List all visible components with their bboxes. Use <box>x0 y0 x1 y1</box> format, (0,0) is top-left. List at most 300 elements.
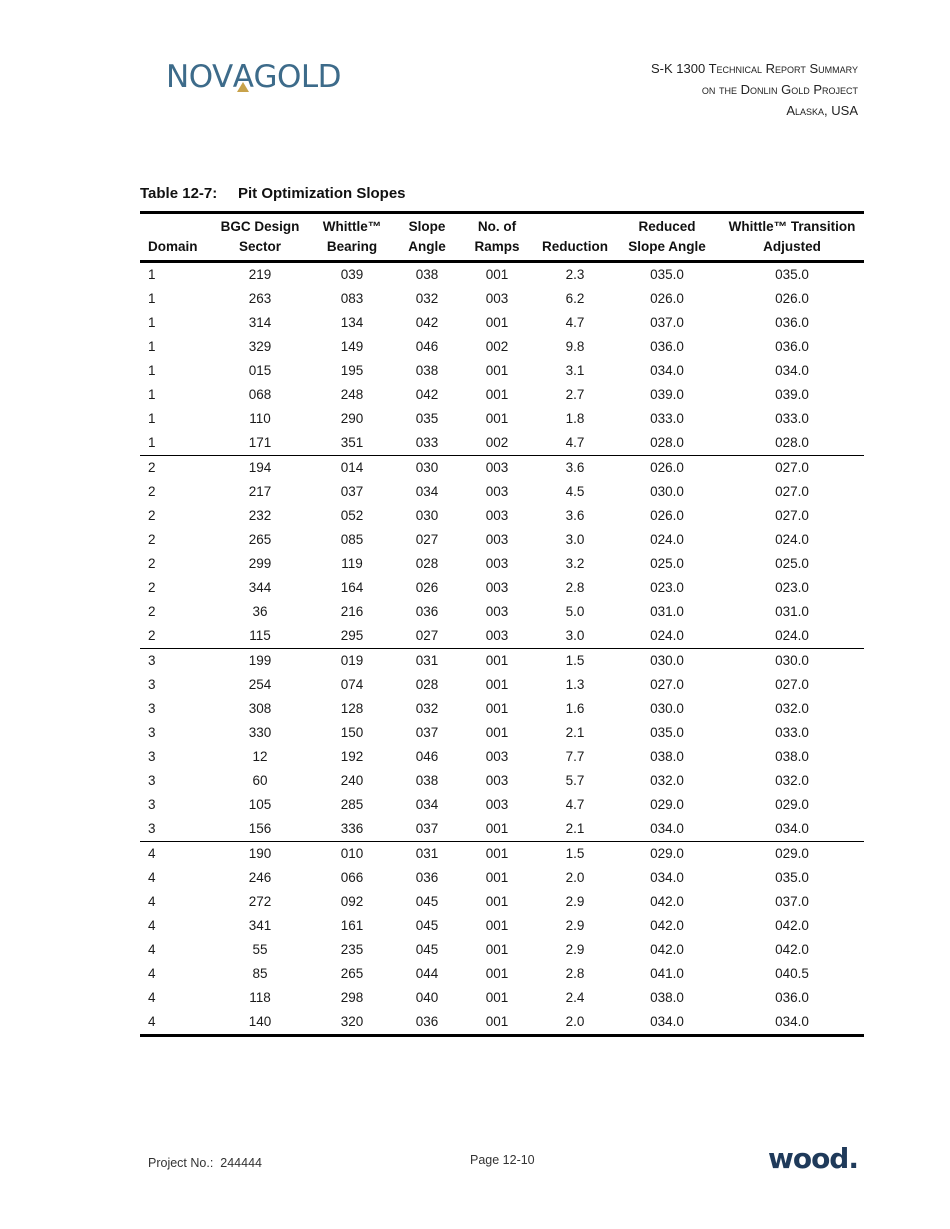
table-cell: 033 <box>415 435 439 450</box>
column-header <box>212 213 308 262</box>
table-row <box>140 456 864 481</box>
table-caption <box>140 185 406 202</box>
table-cell: 2 <box>148 508 156 523</box>
table-cell: 265 <box>248 532 272 547</box>
table-cell: 040 <box>415 990 439 1005</box>
table-cell: 1.5 <box>565 653 585 668</box>
table-cell: 2.1 <box>565 821 585 836</box>
table-cell: 6.2 <box>565 291 585 306</box>
table-cell: 041.0 <box>650 966 684 981</box>
table-row <box>140 528 864 552</box>
table-cell: 1 <box>148 435 156 450</box>
table-cell: 028 <box>415 556 439 571</box>
table-cell: 036.0 <box>775 339 809 354</box>
table-cell: 036 <box>415 1014 439 1029</box>
table-cell: 001 <box>485 942 509 957</box>
table-cell: 232 <box>248 508 272 523</box>
table-cell: 031 <box>415 846 439 861</box>
table-cell: 033.0 <box>775 411 809 426</box>
table-cell: 035.0 <box>775 267 809 282</box>
table-row <box>140 986 864 1010</box>
table-cell: 320 <box>340 1014 364 1029</box>
table-cell: 295 <box>340 628 364 643</box>
table-cell: 2 <box>148 484 156 499</box>
table-cell: 031.0 <box>650 604 684 619</box>
column-header-line2: Bearing <box>326 239 378 254</box>
table-row <box>140 866 864 890</box>
column-header-line1: Reduced <box>638 219 696 234</box>
table-cell: 2.8 <box>565 580 585 595</box>
novagold-logo <box>166 59 342 95</box>
table-cell: 217 <box>248 484 272 499</box>
table-row <box>140 552 864 576</box>
table-cell: 001 <box>485 267 509 282</box>
table-cell: 036 <box>415 870 439 885</box>
table-cell: 027 <box>415 532 439 547</box>
project-number-value: 244444 <box>220 1156 262 1170</box>
table-cell: 001 <box>485 990 509 1005</box>
table-cell: 2 <box>148 532 156 547</box>
table-cell: 092 <box>340 894 364 909</box>
table-cell: 027 <box>415 628 439 643</box>
table-row <box>140 262 864 288</box>
table-cell: 118 <box>249 990 271 1005</box>
table-caption-title: Pit Optimization Slopes <box>238 185 406 202</box>
table-cell: 7.7 <box>565 749 585 764</box>
table-cell: 1.6 <box>565 701 585 716</box>
table-cell: 031 <box>415 653 439 668</box>
table-row <box>140 721 864 745</box>
table-cell: 037 <box>415 725 439 740</box>
column-header <box>308 213 396 262</box>
table-cell: 001 <box>485 1014 509 1029</box>
table-cell: 9.8 <box>565 339 585 354</box>
column-header-line1 <box>538 217 612 237</box>
table-cell: 341 <box>248 918 272 933</box>
table-cell: 161 <box>340 918 364 933</box>
header-line-2: on the Donlin Gold Project <box>701 82 858 97</box>
table-cell: 003 <box>485 797 509 812</box>
table-cell: 037 <box>340 484 364 499</box>
table-cell: 042.0 <box>650 942 684 957</box>
table-cell: 030.0 <box>650 701 684 716</box>
table-cell: 003 <box>485 532 509 547</box>
table-cell: 026.0 <box>650 460 684 475</box>
column-header <box>396 213 458 262</box>
table-row <box>140 359 864 383</box>
table-cell: 246 <box>248 870 272 885</box>
table-cell: 1.5 <box>565 846 585 861</box>
column-header-line2: Slope Angle <box>628 239 706 254</box>
table-cell: 2.0 <box>565 870 585 885</box>
table-cell: 2 <box>148 604 156 619</box>
table-cell: 12 <box>252 749 268 764</box>
table-cell: 038.0 <box>775 749 809 764</box>
page-number: Page 12-10 <box>470 1153 535 1167</box>
table-row <box>140 431 864 456</box>
table-cell: 2.1 <box>565 725 585 740</box>
column-header <box>536 213 614 262</box>
table-cell: 314 <box>248 315 272 330</box>
table-row <box>140 697 864 721</box>
table-cell: 60 <box>252 773 268 788</box>
table-row <box>140 480 864 504</box>
table-cell: 034.0 <box>650 363 684 378</box>
table-cell: 2.0 <box>565 1014 585 1029</box>
table-cell: 042.0 <box>650 918 684 933</box>
column-header <box>720 213 864 262</box>
table-cell: 2.4 <box>565 990 585 1005</box>
table-cell: 4 <box>148 894 156 909</box>
table-cell: 034.0 <box>775 1014 809 1029</box>
table-cell: 272 <box>248 894 272 909</box>
table-cell: 031.0 <box>775 604 809 619</box>
table-cell: 042 <box>415 315 439 330</box>
table-cell: 3 <box>148 653 156 668</box>
table-row <box>140 962 864 986</box>
table-cell: 4 <box>148 870 156 885</box>
column-header-line1: Whittle™ <box>322 219 382 234</box>
table-cell: 038 <box>415 267 439 282</box>
table-row <box>140 938 864 962</box>
table-cell: 035 <box>415 411 439 426</box>
wood-logo: wood. <box>767 1142 858 1175</box>
table-cell: 119 <box>341 556 363 571</box>
column-header-line2: Sector <box>238 239 282 254</box>
table-cell: 045 <box>415 942 439 957</box>
table-row <box>140 383 864 407</box>
table-cell: 4.5 <box>565 484 585 499</box>
table-cell: 030.0 <box>650 653 684 668</box>
column-header-line1: BGC Design <box>220 219 300 234</box>
table-cell: 039.0 <box>775 387 809 402</box>
table-cell: 026.0 <box>650 291 684 306</box>
table-cell: 028.0 <box>650 435 684 450</box>
table-cell: 001 <box>485 894 509 909</box>
table-row <box>140 335 864 359</box>
table-cell: 1 <box>148 267 156 282</box>
column-header-line2: Adjusted <box>763 239 821 254</box>
table-cell: 4 <box>148 1014 156 1029</box>
table-cell: 149 <box>340 339 364 354</box>
table-cell: 027.0 <box>650 677 684 692</box>
table-cell: 1 <box>148 363 156 378</box>
table-cell: 074 <box>340 677 364 692</box>
table-cell: 032.0 <box>775 701 809 716</box>
table-cell: 336 <box>340 821 364 836</box>
table-row <box>140 842 864 867</box>
table-cell: 001 <box>485 725 509 740</box>
table-cell: 036.0 <box>775 315 809 330</box>
table-cell: 034.0 <box>650 821 684 836</box>
table-cell: 037 <box>415 821 439 836</box>
table-cell: 5.0 <box>565 604 585 619</box>
table-row <box>140 624 864 649</box>
table-cell: 032.0 <box>775 773 809 788</box>
table-cell: 034.0 <box>650 1014 684 1029</box>
table-row <box>140 673 864 697</box>
table-cell: 014 <box>340 460 364 475</box>
table-row <box>140 1010 864 1036</box>
table-cell: 105 <box>248 797 272 812</box>
column-header-line2: Domain <box>148 239 198 254</box>
table-cell: 034 <box>415 797 439 812</box>
table-cell: 2.8 <box>565 966 585 981</box>
table-cell: 028 <box>415 677 439 692</box>
table-cell: 263 <box>248 291 272 306</box>
table-cell: 2.9 <box>565 942 585 957</box>
table-cell: 219 <box>248 267 272 282</box>
table-cell: 003 <box>485 460 509 475</box>
table-cell: 003 <box>485 508 509 523</box>
table-cell: 024.0 <box>650 628 684 643</box>
table-cell: 2.9 <box>565 918 585 933</box>
table-cell: 035.0 <box>775 870 809 885</box>
table-cell: 026 <box>415 580 439 595</box>
table-cell: 010 <box>340 846 364 861</box>
table-row <box>140 311 864 335</box>
table-cell: 003 <box>485 291 509 306</box>
table-cell: 036 <box>415 604 439 619</box>
table-cell: 001 <box>485 363 509 378</box>
table-cell: 2.9 <box>565 894 585 909</box>
column-header-line1 <box>148 217 210 237</box>
table-cell: 037.0 <box>650 315 684 330</box>
table-cell: 254 <box>248 677 272 692</box>
table-cell: 156 <box>248 821 272 836</box>
table-row <box>140 817 864 842</box>
table-cell: 042.0 <box>650 894 684 909</box>
table-cell: 045 <box>415 894 439 909</box>
table-cell: 248 <box>340 387 364 402</box>
table-row <box>140 576 864 600</box>
logo-text-left: NOV <box>166 59 233 95</box>
table-cell: 039.0 <box>650 387 684 402</box>
table-cell: 36 <box>252 604 268 619</box>
logo-a-mark: A <box>232 59 254 95</box>
table-cell: 001 <box>485 966 509 981</box>
table-cell: 003 <box>485 580 509 595</box>
table-cell: 3 <box>148 725 156 740</box>
table-cell: 140 <box>248 1014 272 1029</box>
table-cell: 2.3 <box>565 267 585 282</box>
column-header-line1: Whittle™ Transition <box>728 219 856 234</box>
table-cell: 025.0 <box>775 556 809 571</box>
header-line-3: Alaska, USA <box>786 103 858 118</box>
table-cell: 4 <box>148 966 156 981</box>
table-cell: 134 <box>340 315 364 330</box>
column-header <box>614 213 720 262</box>
table-row <box>140 600 864 624</box>
table-cell: 042.0 <box>775 942 809 957</box>
table-cell: 285 <box>340 797 364 812</box>
table-cell: 040.5 <box>775 966 809 981</box>
table-cell: 1 <box>148 315 156 330</box>
logo-text-right: GOLD <box>253 59 342 95</box>
table-cell: 3 <box>148 677 156 692</box>
table-cell: 036.0 <box>775 990 809 1005</box>
table-cell: 4 <box>148 918 156 933</box>
table-cell: 029.0 <box>650 797 684 812</box>
table-cell: 023.0 <box>650 580 684 595</box>
table-cell: 033.0 <box>775 725 809 740</box>
table-row <box>140 890 864 914</box>
table-cell: 003 <box>485 749 509 764</box>
table-cell: 037.0 <box>775 894 809 909</box>
table-cell: 3 <box>148 701 156 716</box>
table-cell: 038 <box>415 773 439 788</box>
table-cell: 032 <box>415 291 439 306</box>
logo-triangle-icon <box>237 82 249 92</box>
table-cell: 1 <box>148 387 156 402</box>
table-cell: 030.0 <box>775 653 809 668</box>
table-cell: 003 <box>485 484 509 499</box>
table-cell: 115 <box>249 628 271 643</box>
table-cell: 024.0 <box>775 532 809 547</box>
table-cell: 032.0 <box>650 773 684 788</box>
table-cell: 028.0 <box>775 435 809 450</box>
table-cell: 027.0 <box>775 460 809 475</box>
table-cell: 3 <box>148 797 156 812</box>
table-cell: 027.0 <box>775 484 809 499</box>
table-row <box>140 407 864 431</box>
table-cell: 308 <box>248 701 272 716</box>
table-cell: 2 <box>148 628 156 643</box>
table-cell: 171 <box>248 435 272 450</box>
table-cell: 027.0 <box>775 677 809 692</box>
table-cell: 4 <box>148 846 156 861</box>
table-cell: 290 <box>340 411 364 426</box>
table-cell: 045 <box>415 918 439 933</box>
table-cell: 240 <box>340 773 364 788</box>
table-cell: 003 <box>485 773 509 788</box>
table-cell: 025.0 <box>650 556 684 571</box>
column-header-line2: Ramps <box>474 239 520 254</box>
table-cell: 3.6 <box>565 460 585 475</box>
table-cell: 351 <box>340 435 364 450</box>
table-cell: 265 <box>340 966 364 981</box>
column-header <box>140 213 212 262</box>
table-cell: 001 <box>485 653 509 668</box>
table-cell: 026.0 <box>650 508 684 523</box>
table-cell: 4.7 <box>565 435 585 450</box>
table-cell: 195 <box>340 363 364 378</box>
table-cell: 001 <box>485 918 509 933</box>
table-cell: 001 <box>485 846 509 861</box>
table-cell: 036.0 <box>650 339 684 354</box>
table-cell: 3 <box>148 821 156 836</box>
table-cell: 046 <box>415 749 439 764</box>
table-cell: 2 <box>148 556 156 571</box>
table-cell: 4 <box>148 942 156 957</box>
table-row <box>140 914 864 938</box>
table-cell: 085 <box>340 532 364 547</box>
table-cell: 128 <box>340 701 364 716</box>
table-cell: 1 <box>148 339 156 354</box>
table-cell: 046 <box>415 339 439 354</box>
table-cell: 2 <box>148 460 156 475</box>
table-cell: 066 <box>340 870 364 885</box>
table-cell: 85 <box>252 966 268 981</box>
table-cell: 3 <box>148 773 156 788</box>
table-row <box>140 504 864 528</box>
table-cell: 027.0 <box>775 508 809 523</box>
table-cell: 033.0 <box>650 411 684 426</box>
table-cell: 030.0 <box>650 484 684 499</box>
table-cell: 001 <box>485 821 509 836</box>
table-cell: 026.0 <box>775 291 809 306</box>
table-cell: 235 <box>340 942 364 957</box>
table-cell: 110 <box>249 411 271 426</box>
table-cell: 001 <box>485 701 509 716</box>
table-row <box>140 769 864 793</box>
table-cell: 2 <box>148 580 156 595</box>
table-cell: 029.0 <box>650 846 684 861</box>
table-cell: 216 <box>340 604 364 619</box>
table-row <box>140 793 864 817</box>
table-cell: 1.3 <box>565 677 585 692</box>
project-number <box>148 1156 262 1170</box>
table-cell: 003 <box>485 604 509 619</box>
table-cell: 029.0 <box>775 846 809 861</box>
table-cell: 039 <box>340 267 364 282</box>
table-cell: 194 <box>248 460 272 475</box>
table-cell: 068 <box>248 387 272 402</box>
table-cell: 030 <box>415 508 439 523</box>
table-cell: 002 <box>485 435 509 450</box>
table-cell: 329 <box>248 339 272 354</box>
table-cell: 023.0 <box>775 580 809 595</box>
table-cell: 164 <box>340 580 364 595</box>
table-cell: 030 <box>415 460 439 475</box>
table-header-row <box>140 213 864 262</box>
table-cell: 344 <box>248 580 272 595</box>
table-cell: 1 <box>148 411 156 426</box>
table-cell: 4.7 <box>565 315 585 330</box>
column-header-line1: Slope <box>408 219 446 234</box>
table-cell: 1 <box>148 291 156 306</box>
table-cell: 199 <box>248 653 272 668</box>
table-cell: 044 <box>415 966 439 981</box>
column-header-line1: No. of <box>477 219 517 234</box>
table-cell: 038 <box>415 363 439 378</box>
table-cell: 190 <box>248 846 272 861</box>
project-label: Project No.: <box>148 1156 214 1170</box>
table-cell: 038.0 <box>650 749 684 764</box>
table-cell: 3.0 <box>565 532 585 547</box>
table-cell: 150 <box>340 725 364 740</box>
table-cell: 083 <box>340 291 364 306</box>
table-cell: 330 <box>248 725 272 740</box>
table-caption-label: Table 12-7: <box>140 185 218 202</box>
table-cell: 001 <box>485 315 509 330</box>
table-cell: 3.1 <box>565 363 585 378</box>
table-cell: 001 <box>485 870 509 885</box>
table-row <box>140 745 864 769</box>
column-header-line2: Reduction <box>542 239 608 254</box>
table-cell: 038.0 <box>650 990 684 1005</box>
table-cell: 034.0 <box>650 870 684 885</box>
table-cell: 4 <box>148 990 156 1005</box>
table-cell: 029.0 <box>775 797 809 812</box>
table-cell: 3.6 <box>565 508 585 523</box>
table-cell: 015 <box>248 363 272 378</box>
table-cell: 003 <box>485 628 509 643</box>
table-cell: 042 <box>415 387 439 402</box>
table-cell: 034.0 <box>775 363 809 378</box>
table-cell: 3 <box>148 749 156 764</box>
table-cell: 3.0 <box>565 628 585 643</box>
